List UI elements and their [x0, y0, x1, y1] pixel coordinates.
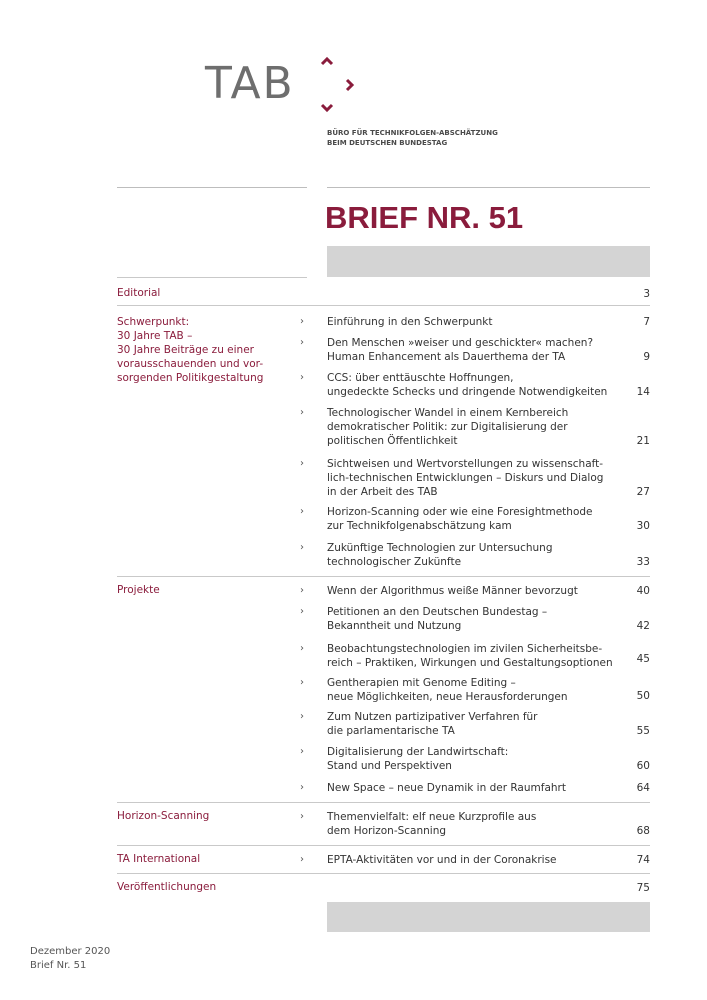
- page-number: 40: [636, 585, 650, 597]
- chevron-down-icon: [319, 102, 335, 114]
- arrow-icon: ›: [300, 854, 304, 865]
- page-number: 33: [636, 556, 650, 568]
- arrow-icon: ›: [300, 677, 304, 688]
- toc-entry[interactable]: [327, 315, 627, 329]
- arrow-icon: ›: [300, 542, 304, 553]
- entry-line: EPTA-Aktivitäten vor und in der Coronakrise: [327, 854, 557, 866]
- schwerpunkt-line-3: 30 Jahre Beiträge zu einer: [117, 344, 254, 356]
- entry-line: lich-technischen Entwicklungen – Diskurs und Dialog: [327, 472, 604, 484]
- entry-line: ungedeckte Schecks und dringende Notwendigkeiten: [327, 386, 608, 398]
- divider-schwerpunkt: [117, 305, 650, 306]
- toc-entry[interactable]: [327, 505, 627, 533]
- footer: [30, 945, 110, 973]
- entry-line: Horizon-Scanning oder wie eine Foresightmethode: [327, 506, 593, 518]
- toc-entry[interactable]: [327, 336, 627, 364]
- tab-logo-text: TAB: [205, 58, 295, 109]
- entry-line: CCS: über enttäuschte Hoffnungen,: [327, 372, 514, 384]
- entry-line: in der Arbeit des TAB: [327, 486, 438, 498]
- entry-line: dem Horizon-Scanning: [327, 825, 447, 837]
- arrow-icon: ›: [300, 606, 304, 617]
- section-veroeffentlichungen: Veröffentlichungen: [117, 881, 217, 893]
- page-number: 27: [636, 486, 650, 498]
- footer-issue: Brief Nr. 51: [30, 960, 87, 971]
- tab-logo: [205, 55, 375, 125]
- arrow-icon: ›: [300, 316, 304, 327]
- entry-line: Beobachtungstechnologien im zivilen Sicherheitsbe-: [327, 643, 603, 655]
- toc-entry[interactable]: [327, 371, 627, 399]
- entry-line: Themenvielfalt: elf neue Kurzprofile aus: [327, 811, 537, 823]
- entry-line: Den Menschen »weiser und geschickter« machen?: [327, 337, 594, 349]
- arrow-icon: ›: [300, 337, 304, 348]
- entry-line: Human Enhancement als Dauerthema der TA: [327, 351, 566, 363]
- page-number: 74: [636, 854, 650, 866]
- entry-line: Petitionen an den Deutschen Bundestag –: [327, 606, 548, 618]
- entry-line: Sichtweisen und Wertvorstellungen zu wissenschaft-: [327, 458, 604, 470]
- entry-line: Digitalisierung der Landwirtschaft:: [327, 746, 509, 758]
- institution-line-2: BEIM DEUTSCHEN BUNDESTAG: [327, 139, 448, 147]
- page-number: 45: [636, 653, 650, 665]
- arrow-icon: ›: [300, 811, 304, 822]
- divider-projekte: [117, 576, 650, 577]
- page-veroeffentlichungen: 75: [636, 882, 650, 894]
- entry-line: Gentherapien mit Genome Editing –: [327, 677, 516, 689]
- page-number: 55: [636, 725, 650, 737]
- page-number: 50: [636, 690, 650, 702]
- page-number: 21: [636, 435, 650, 447]
- page-number: 42: [636, 620, 650, 632]
- institution-name: [327, 128, 498, 148]
- arrow-icon: ›: [300, 458, 304, 469]
- toc-entry[interactable]: [327, 406, 627, 448]
- entry-line: reich – Praktiken, Wirkungen und Gestaltungsoptionen: [327, 657, 613, 669]
- toc-entry[interactable]: [327, 676, 627, 704]
- page-number: 7: [643, 316, 650, 328]
- entry-line: demokratischer Politik: zur Digitalisierung der: [327, 421, 568, 433]
- arrow-icon: ›: [300, 585, 304, 596]
- arrow-icon: ›: [300, 372, 304, 383]
- footer-date: Dezember 2020: [30, 946, 111, 957]
- page-number: 60: [636, 760, 650, 772]
- toc-entry[interactable]: [327, 781, 627, 795]
- arrow-icon: ›: [300, 746, 304, 757]
- section-schwerpunkt: [117, 315, 263, 385]
- page-number: 14: [636, 386, 650, 398]
- toc-entry[interactable]: [327, 810, 627, 838]
- chevron-up-icon: [319, 55, 335, 67]
- schwerpunkt-line-1: Schwerpunkt:: [117, 316, 190, 328]
- toc-entry[interactable]: [327, 584, 627, 598]
- schwerpunkt-line-5: sorgenden Politikgestaltung: [117, 372, 264, 384]
- arrow-icon: ›: [300, 506, 304, 517]
- toc-entry[interactable]: [327, 541, 627, 569]
- header-rule-left: [117, 187, 307, 188]
- arrow-icon: ›: [300, 711, 304, 722]
- toc-entry[interactable]: [327, 457, 627, 499]
- section-horizon-scanning: Horizon-Scanning: [117, 810, 210, 822]
- entry-line: neue Möglichkeiten, neue Herausforderungen: [327, 691, 568, 703]
- divider-editorial: [117, 277, 307, 278]
- section-projekte: Projekte: [117, 584, 160, 596]
- page-editorial: 3: [643, 288, 650, 300]
- divider-international: [117, 845, 650, 846]
- toc-entry[interactable]: [327, 745, 627, 773]
- section-editorial: Editorial: [117, 287, 161, 299]
- schwerpunkt-line-4: vorausschauenden und vor-: [117, 358, 264, 370]
- entry-line: politischen Öffentlichkeit: [327, 435, 458, 447]
- arrow-icon: ›: [300, 782, 304, 793]
- entry-line: Stand und Perspektiven: [327, 760, 452, 772]
- entry-line: Bekanntheit und Nutzung: [327, 620, 462, 632]
- header-rule-right: [327, 187, 650, 188]
- entry-line: Technologischer Wandel in einem Kernbereich: [327, 407, 569, 419]
- entry-line: technologischer Zukünfte: [327, 556, 462, 568]
- page-number: 30: [636, 520, 650, 532]
- institution-line-1: BÜRO FÜR TECHNIKFOLGEN-ABSCHÄTZUNG: [327, 129, 498, 137]
- divider-veroeffentlichungen: [117, 873, 650, 874]
- schwerpunkt-line-2: 30 Jahre TAB –: [117, 330, 193, 342]
- gray-band-bottom: [327, 902, 650, 932]
- entry-line: zur Technikfolgenabschätzung kam: [327, 520, 512, 532]
- page-number: 9: [643, 351, 650, 363]
- divider-horizon: [117, 802, 650, 803]
- entry-line: Wenn der Algorithmus weiße Männer bevorzugt: [327, 585, 578, 597]
- page-title: BRIEF NR. 51: [325, 200, 524, 235]
- entry-line: New Space – neue Dynamik in der Raumfahrt: [327, 782, 566, 794]
- toc-entry[interactable]: [327, 853, 627, 867]
- toc-entry[interactable]: [327, 605, 627, 633]
- entry-line: Zum Nutzen partizipativer Verfahren für: [327, 711, 538, 723]
- gray-band-top: [327, 246, 650, 277]
- arrow-icon: ›: [300, 407, 304, 418]
- page-number: 64: [636, 782, 650, 794]
- entry-line: Einführung in den Schwerpunkt: [327, 316, 493, 328]
- page-number: 68: [636, 825, 650, 837]
- chevron-right-icon: [344, 77, 356, 93]
- toc-entry[interactable]: [327, 710, 627, 738]
- toc-entry[interactable]: [327, 642, 627, 670]
- arrow-icon: ›: [300, 643, 304, 654]
- section-ta-international: TA International: [117, 853, 201, 865]
- entry-line: die parlamentarische TA: [327, 725, 455, 737]
- entry-line: Zukünftige Technologien zur Untersuchung: [327, 542, 553, 554]
